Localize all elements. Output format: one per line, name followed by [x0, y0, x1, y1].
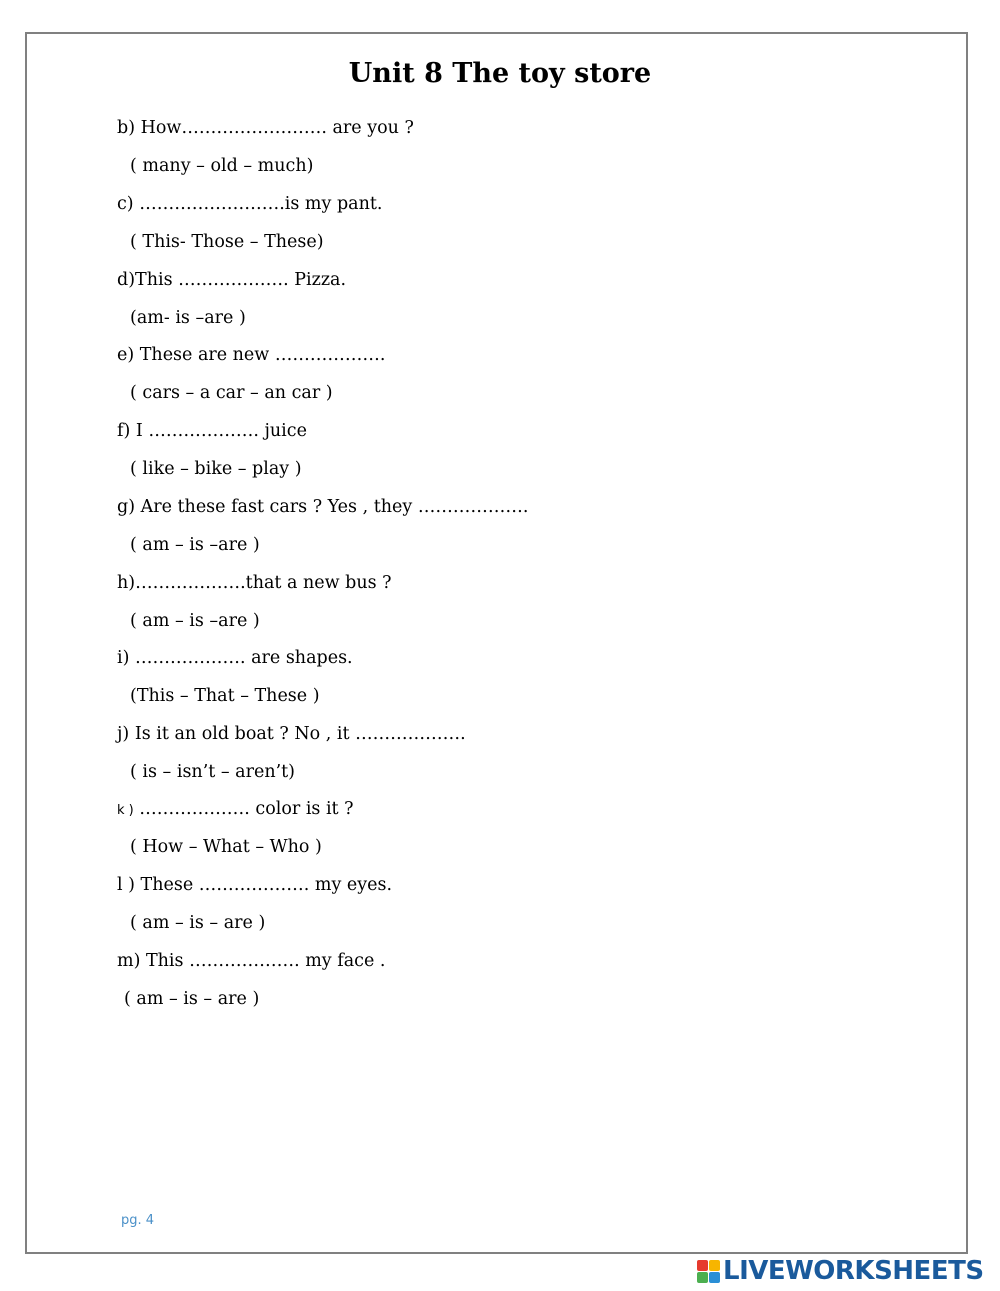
page-title: Unit 8 The toy store	[348, 58, 652, 89]
question-i: i) ………………. are shapes.	[117, 648, 353, 668]
options-f: ( like – bike – play )	[130, 459, 302, 479]
options-d: (am- is –are )	[130, 308, 246, 328]
logo-block	[709, 1260, 720, 1271]
logo-block	[709, 1272, 720, 1283]
liveworksheets-logo	[697, 1256, 984, 1286]
question-f: f) I ………………. juice	[117, 421, 307, 441]
question-b: b) How……………………. are you ?	[117, 118, 414, 138]
question-j: j) Is it an old boat ? No , it ……………….	[117, 724, 466, 744]
question-k	[117, 799, 354, 819]
logo-text: LIVEWORKSHEETS	[723, 1256, 984, 1286]
question-e: e) These are new ……………….	[117, 345, 386, 365]
options-j: ( is – isn’t – aren’t)	[130, 762, 296, 782]
options-c: ( This- Those – These)	[130, 232, 324, 252]
question-l: l ) These ………………. my eyes.	[117, 875, 393, 895]
options-h: ( am – is –are )	[130, 611, 260, 631]
question-k-label: k )	[117, 803, 134, 818]
question-c: c) …………………….is my pant.	[117, 194, 383, 214]
question-k-text: ………………. color is it ?	[133, 799, 354, 819]
page-number: pg. 4	[121, 1213, 155, 1228]
options-g: ( am – is –are )	[130, 535, 260, 555]
question-h: h)……………….that a new bus ?	[117, 573, 392, 593]
logo-block	[697, 1272, 708, 1283]
logo-block	[697, 1260, 708, 1271]
page-frame	[25, 32, 968, 1254]
question-m: m) This ………………. my face .	[117, 951, 386, 971]
options-e: ( cars – a car – an car )	[130, 383, 333, 403]
question-d: d)This ………………. Pizza.	[117, 270, 347, 290]
options-l: ( am – is – are )	[130, 913, 266, 933]
options-b: ( many – old – much)	[130, 156, 314, 176]
logo-blocks-icon	[697, 1260, 720, 1283]
question-g: g) Are these fast cars ? Yes , they ……………….	[117, 497, 529, 517]
options-k: ( How – What – Who )	[130, 837, 322, 857]
options-i: (This – That – These )	[130, 686, 320, 706]
options-m: ( am – is – are )	[124, 989, 260, 1009]
